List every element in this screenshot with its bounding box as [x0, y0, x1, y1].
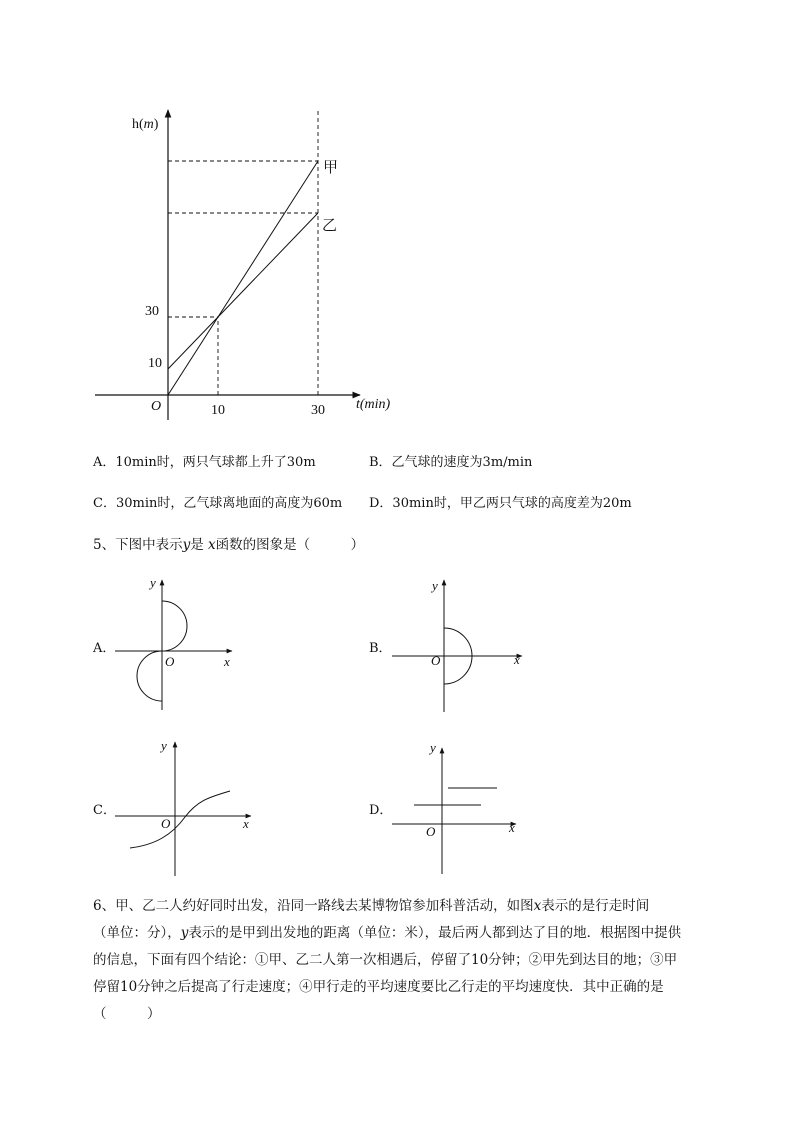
graph-a-y-label: y	[150, 575, 156, 590]
q4-option-c: C．30min时，乙气球离地面的高度为60m	[93, 496, 343, 511]
q6-line-4: 停留10分钟之后提高了行走速度；④甲行走的平均速度要比乙行走的平均速度快．其中正确的是	[93, 979, 664, 995]
q5-option-a-label: A．	[93, 641, 116, 656]
graph-c-y-label: y	[161, 738, 167, 753]
q5-option-c-label: C．	[93, 803, 116, 818]
graph-c-curve	[130, 791, 230, 848]
y-tick-30: 30	[145, 304, 159, 319]
x-axis-label: t(min)	[356, 397, 391, 412]
x-tick-30: 30	[311, 403, 325, 418]
graph-d-y-label: y	[430, 740, 436, 755]
q5-stem: 5、下图中表示y是 x函数的图象是（ ）	[93, 537, 365, 553]
q4-option-d: D．30min时，甲乙两只气球的高度差为20m	[369, 496, 632, 511]
q4-option-b: B．乙气球的速度为3m/min	[369, 455, 533, 470]
q5-option-d-label: D．	[369, 803, 393, 818]
origin-label: O	[151, 399, 162, 414]
q6-line-5: （ ）	[93, 1006, 161, 1022]
graph-c-x-label: x	[243, 816, 249, 831]
graph-d-origin: O	[426, 824, 436, 839]
q6-line-1: 6、甲、乙二人约好同时出发，沿同一路线去某博物馆参加科普活动，如图x表示的是行走时间	[93, 898, 650, 914]
y-tick-10: 10	[148, 356, 162, 371]
series-line-yi	[168, 213, 318, 369]
line-label-jia: 甲	[323, 160, 339, 176]
graph-c-origin: O	[161, 816, 171, 831]
series-lines	[168, 161, 318, 395]
q5-graphs	[0, 560, 794, 890]
graph-b-x-label: x	[514, 652, 520, 667]
q6-text	[93, 893, 773, 1028]
graph-b	[392, 578, 522, 712]
y-axis-label: h(m)	[132, 117, 159, 132]
graph-a	[115, 575, 232, 710]
q4-option-a: A．10min时，两只气球都上升了30m	[93, 455, 316, 470]
graph-d-x-label: x	[509, 820, 515, 835]
graph-a-origin: O	[165, 654, 175, 669]
graph-a-curve-lower	[137, 651, 162, 701]
dashed-guides	[168, 110, 318, 395]
series-line-jia	[168, 161, 318, 395]
balloon-height-graph	[0, 0, 794, 440]
graph-b-origin: O	[431, 653, 441, 668]
graph-a-curve-upper	[162, 601, 187, 651]
q6-line-2: （单位：分），y表示的是甲到出发地的距离（单位：米），最后两人都到达了目的地．根据图中提供	[93, 925, 682, 941]
line-label-yi: 乙	[322, 218, 338, 234]
x-tick-10: 10	[211, 403, 225, 418]
graph-d	[392, 740, 516, 874]
graph-a-x-label: x	[224, 654, 230, 669]
graph-c	[115, 738, 251, 876]
q6-line-3: 的信息，下面有四个结论：①甲、乙二人第一次相遇后，停留了10分钟；②甲先到达目的地；③甲	[93, 952, 678, 968]
graph-b-y-label: y	[432, 578, 438, 593]
q5-option-b-label: B．	[369, 641, 392, 656]
